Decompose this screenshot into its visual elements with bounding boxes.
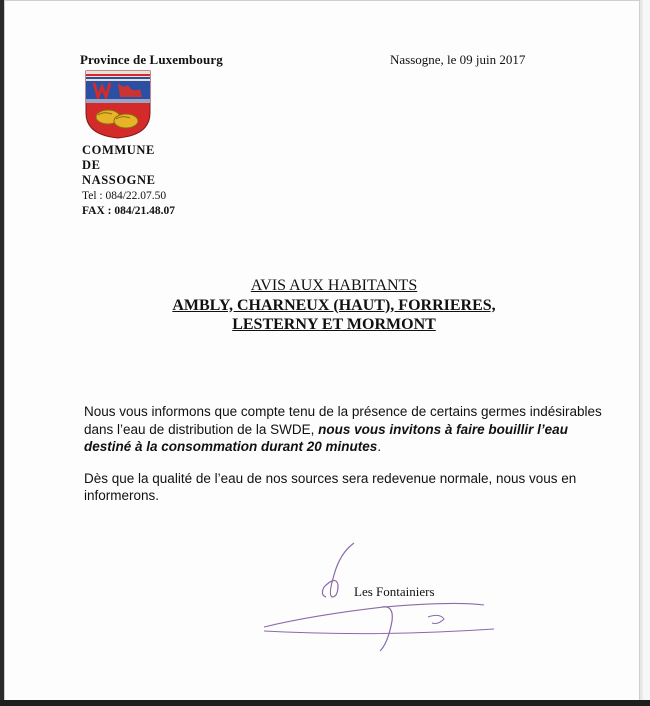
commune-line: COMMUNE — [82, 143, 155, 157]
notice-title — [124, 276, 544, 335]
letter-date: Nassogne, le 09 juin 2017 — [390, 52, 526, 67]
fax-number: FAX : 084/21.48.07 — [82, 205, 176, 217]
letter-page — [4, 0, 640, 706]
page-edge-bottom — [0, 700, 650, 706]
commune-line: NASSOGNE — [82, 173, 156, 187]
notice-villages-line: AMBLY, CHARNEUX (HAUT), FORRIERES, — [172, 296, 496, 314]
body-text-end: . — [377, 439, 382, 454]
commune-line: DE — [82, 158, 101, 172]
body-paragraph — [84, 403, 604, 456]
notice-heading: AVIS AUX HABITANTS — [250, 277, 418, 294]
notice-body — [84, 403, 604, 519]
province-name: Province de Luxembourg — [80, 52, 223, 67]
notice-villages-line: LESTERNY ET MORMONT — [232, 316, 436, 333]
body-paragraph: Dès que la qualité de l’eau de nos sources sera redevenue normale, nous vous en informerons. — [84, 470, 577, 503]
boil-water-instruction: nous vous invitons à faire bouillir l’eau destiné à la consommation durant 20 minutes — [84, 421, 568, 454]
commune-name — [82, 143, 156, 188]
page-edge-right — [640, 0, 650, 706]
telephone-number: Tel : 084/22.07.50 — [82, 190, 167, 202]
signer-name: Les Fontainiers — [354, 584, 435, 599]
body-text-start: Nous vous informons que compte tenu de la présence de certains germes indésirables dans l’eau de distribution de la SWDE, — [84, 404, 602, 437]
coat-of-arms-icon — [84, 69, 152, 139]
